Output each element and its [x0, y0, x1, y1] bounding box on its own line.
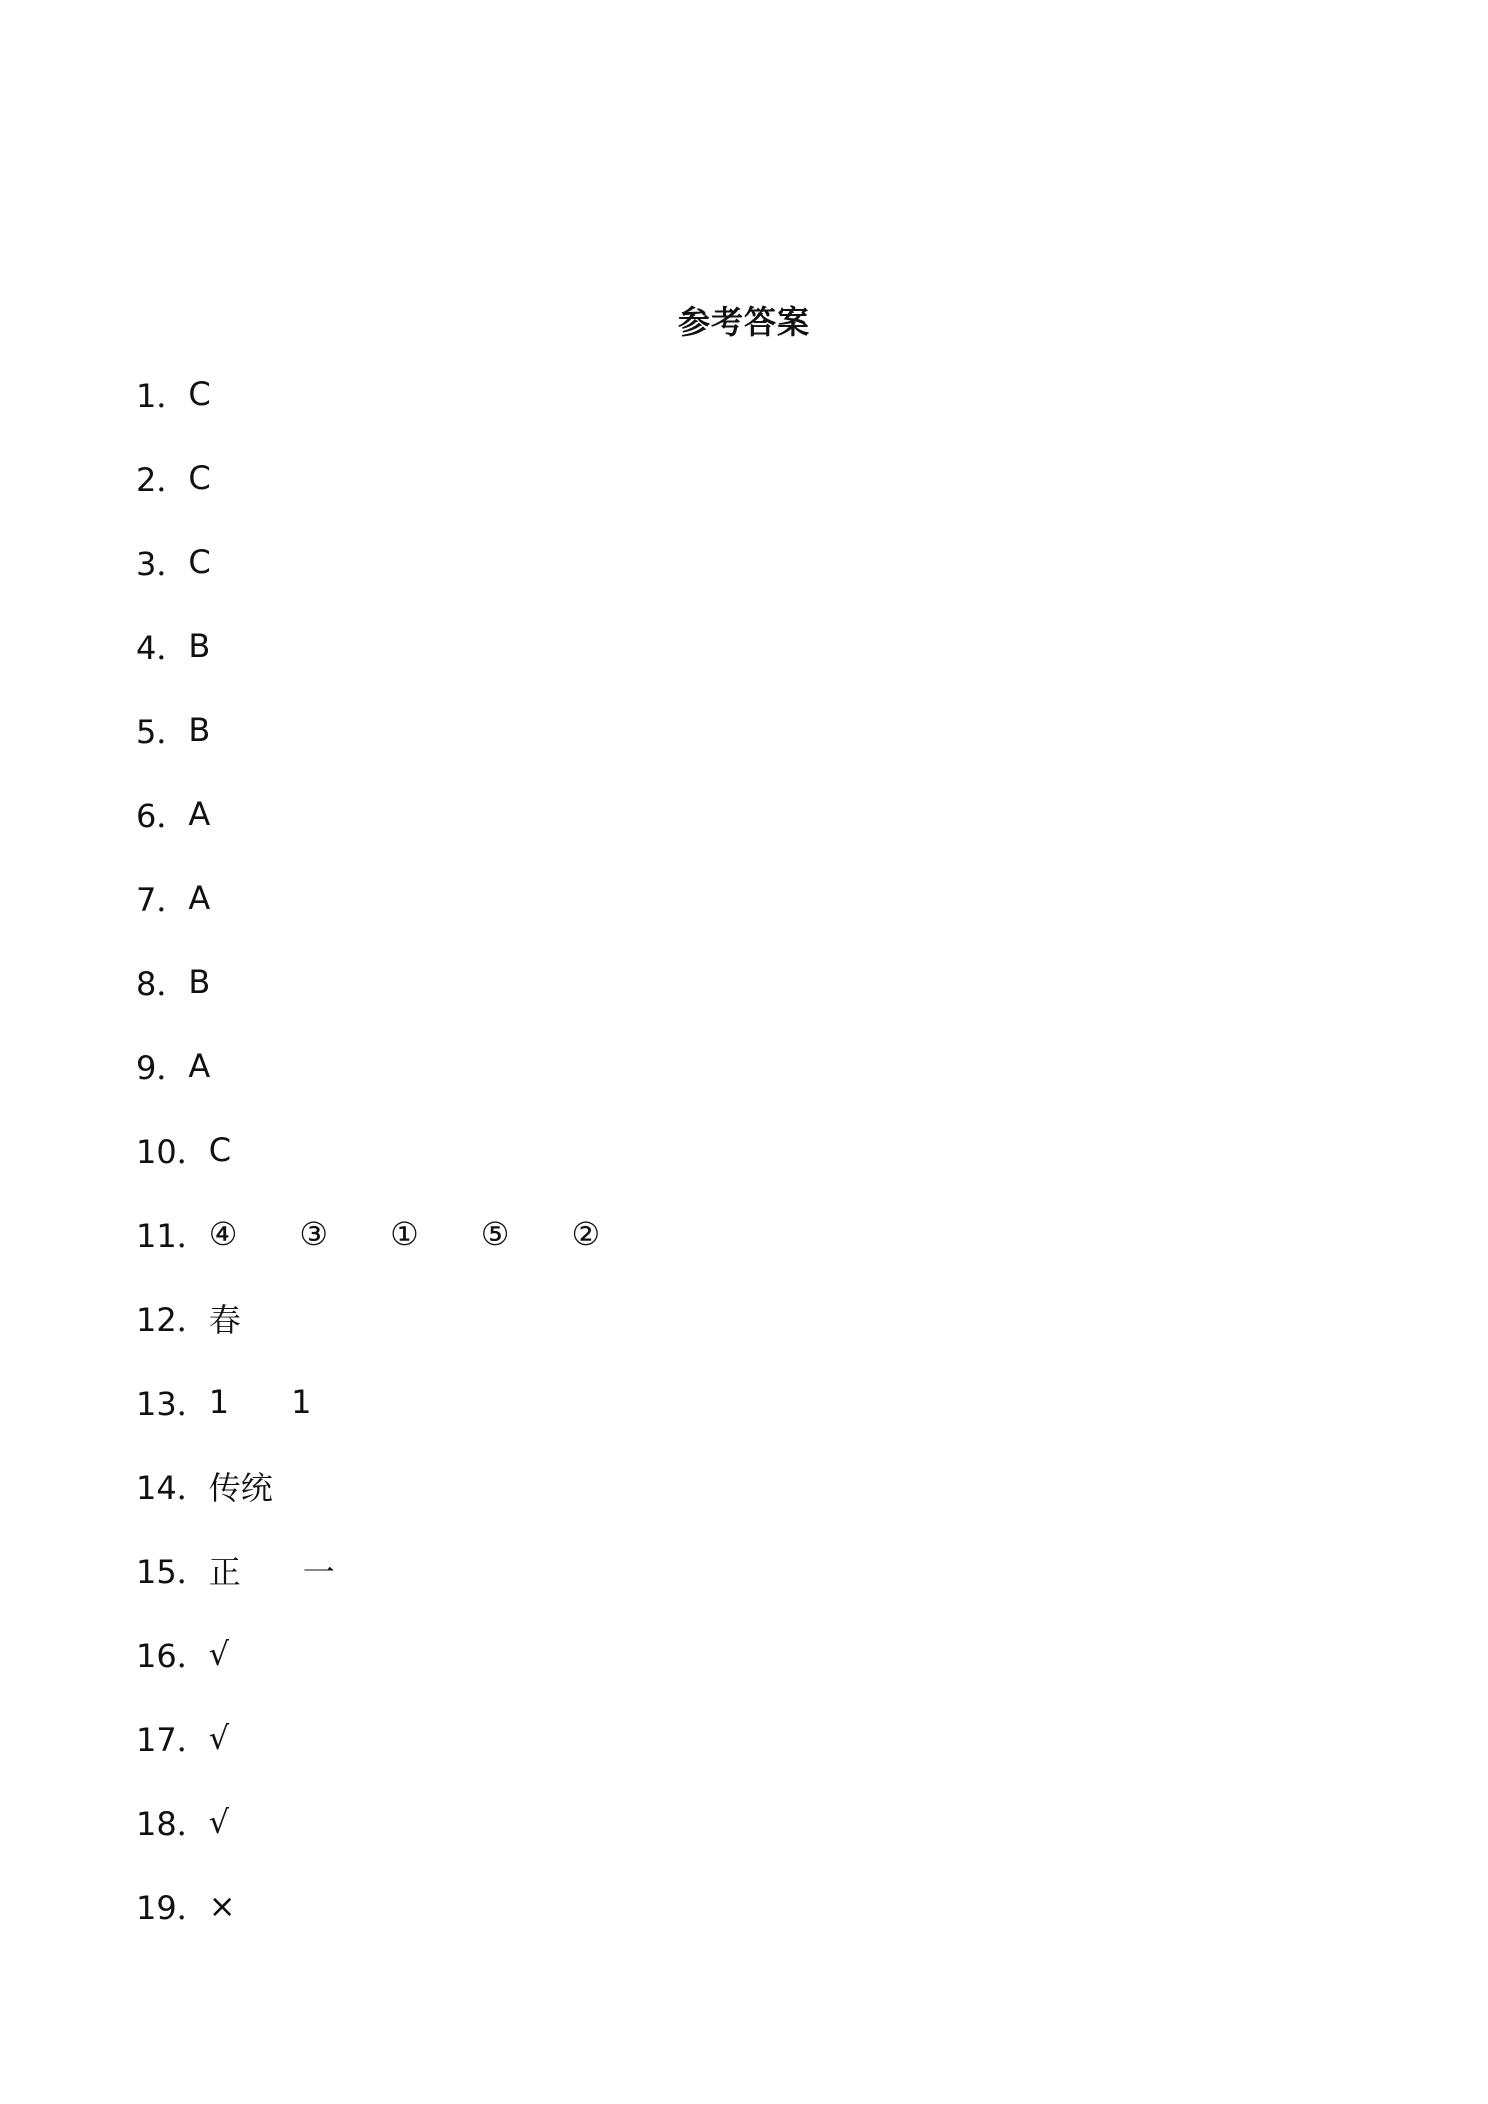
answer-value: C — [188, 459, 211, 497]
answer-row — [136, 1360, 1336, 1444]
answer-number: 1． — [136, 377, 189, 415]
answer-value: × — [208, 1887, 236, 1925]
answer-number: 8． — [136, 965, 189, 1003]
answer-number: 5． — [136, 713, 189, 751]
answer-row — [136, 1696, 1336, 1780]
answer-value: C — [188, 375, 211, 413]
answer-row — [136, 940, 1336, 1024]
answer-row — [136, 688, 1336, 772]
answer-number: 18． — [136, 1805, 209, 1843]
answer-value: A — [188, 879, 211, 917]
answer-value: ⑤ — [480, 1215, 510, 1253]
answer-value: A — [188, 1047, 211, 1085]
answer-content — [188, 879, 210, 917]
answer-number: 4． — [136, 629, 189, 667]
answer-value: √ — [208, 1803, 230, 1841]
answer-value: 正 — [208, 1553, 241, 1591]
answer-number: 6． — [136, 797, 189, 835]
answer-value: √ — [208, 1719, 230, 1757]
answer-value: C — [188, 543, 211, 581]
answer-value: B — [188, 711, 211, 749]
answer-row — [136, 1192, 1336, 1276]
answer-content — [209, 1131, 231, 1169]
answer-value: 一 — [302, 1553, 335, 1591]
answer-number: 9． — [136, 1049, 189, 1087]
answer-row — [136, 1444, 1336, 1528]
answer-row — [136, 1612, 1336, 1696]
answer-value: C — [208, 1131, 232, 1169]
answer-content — [209, 1295, 241, 1341]
answer-row — [136, 856, 1336, 940]
answer-content — [209, 1887, 236, 1925]
answer-value: ③ — [299, 1215, 329, 1253]
answer-value: 1 — [208, 1383, 230, 1421]
answer-value: 1 — [291, 1383, 312, 1421]
answer-row — [136, 520, 1336, 604]
answer-row — [136, 772, 1336, 856]
answer-value: ④ — [208, 1215, 238, 1253]
answer-content — [188, 795, 210, 833]
answer-value: B — [188, 627, 211, 665]
answer-row — [136, 1276, 1336, 1360]
answer-number: 7． — [136, 881, 189, 919]
answer-value: ① — [390, 1215, 419, 1253]
answer-value: ② — [571, 1215, 601, 1253]
answer-number: 2． — [136, 461, 189, 499]
answer-number: 15． — [136, 1553, 209, 1591]
answer-content — [209, 1719, 229, 1757]
answer-number: 13． — [136, 1385, 209, 1423]
answer-content — [188, 375, 210, 413]
answer-number: 17． — [136, 1721, 209, 1759]
answer-content — [209, 1215, 600, 1253]
answer-number: 11． — [136, 1217, 209, 1255]
answer-row — [136, 352, 1336, 436]
answer-content — [188, 711, 210, 749]
page-title: 参考答案 — [677, 303, 810, 341]
answer-content — [188, 459, 210, 497]
answer-number: 14． — [136, 1469, 209, 1507]
answer-value: A — [188, 795, 211, 833]
answer-content — [209, 1803, 229, 1841]
answer-row — [136, 1780, 1336, 1864]
answer-value: 春 — [208, 1301, 241, 1339]
answer-row — [136, 1108, 1336, 1192]
answer-row — [136, 436, 1336, 520]
answer-row — [136, 1528, 1336, 1612]
answer-row — [136, 1024, 1336, 1108]
answer-number: 12． — [136, 1301, 209, 1339]
answer-number: 16． — [136, 1637, 209, 1675]
answer-value: 传统 — [208, 1469, 273, 1507]
answer-number: 19． — [136, 1889, 209, 1927]
answer-content — [209, 1383, 312, 1421]
answer-value: √ — [208, 1635, 230, 1673]
answer-number: 10． — [136, 1133, 209, 1171]
answer-number: 3． — [136, 545, 189, 583]
answer-content — [188, 627, 210, 665]
answer-list — [136, 352, 1336, 1948]
answer-row — [136, 1864, 1336, 1948]
answer-content — [188, 543, 210, 581]
answer-value: B — [188, 963, 211, 1001]
answer-content — [209, 1547, 335, 1593]
answer-row — [136, 604, 1336, 688]
answer-content — [209, 1463, 273, 1509]
answer-content — [188, 963, 210, 1001]
answer-content — [188, 1047, 210, 1085]
answer-content — [209, 1635, 229, 1673]
